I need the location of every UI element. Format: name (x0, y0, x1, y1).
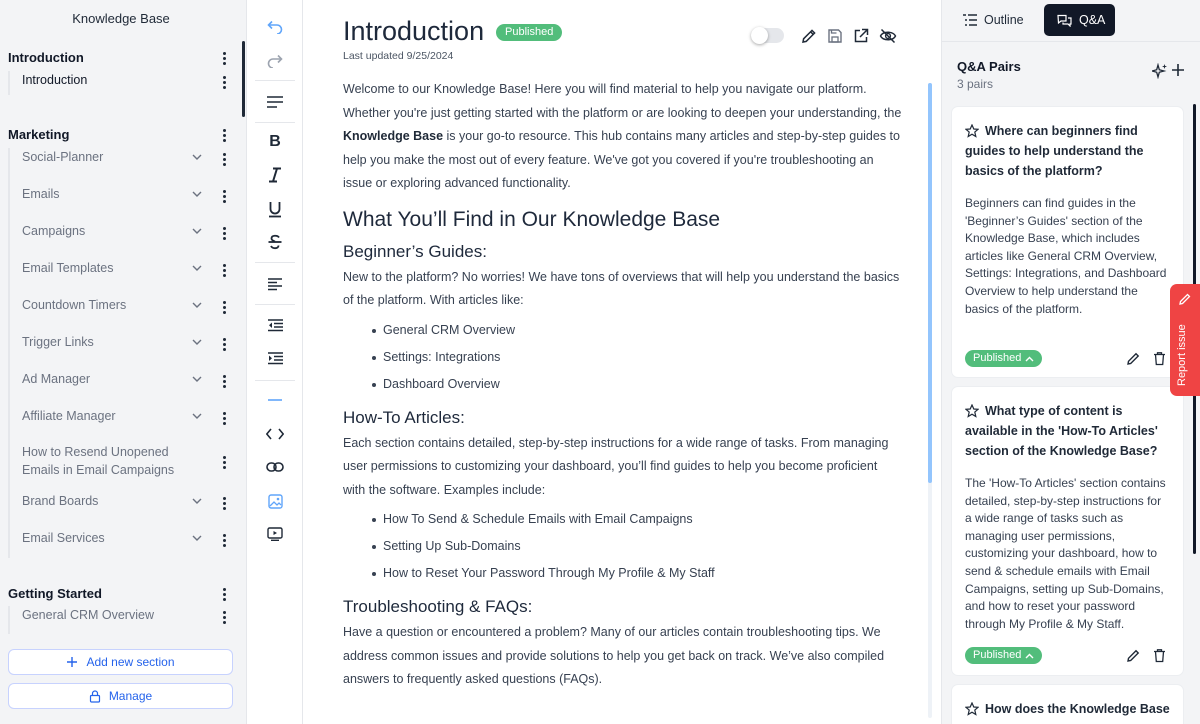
align-left-icon (268, 278, 282, 291)
sidebar-item-label: How to Resend Unopened Emails in Email Campaigns (22, 445, 175, 477)
chevron-up-icon (1025, 356, 1034, 362)
sidebar-item-label: Campaigns (22, 224, 86, 238)
sidebar-item-countdown-timers[interactable] (22, 297, 230, 315)
section-indent-line (8, 606, 10, 634)
more-icon[interactable] (218, 336, 230, 352)
section-heading: What You’ll Find in Our Knowledge Base (343, 207, 721, 231)
sidebar-item-resend-unopened[interactable] (22, 444, 230, 479)
right-panel (941, 0, 1200, 724)
sidebar-title: Knowledge Base (72, 11, 170, 26)
italic-icon (268, 167, 282, 183)
horizontal-rule-button[interactable] (261, 388, 289, 412)
list-item: Setting Up Sub-Domains (343, 533, 903, 560)
code-button[interactable] (261, 422, 289, 446)
sidebar-item-brand-boards[interactable] (22, 493, 230, 511)
report-issue-button[interactable] (1170, 284, 1200, 396)
save-icon[interactable] (826, 27, 844, 45)
tab-outline[interactable] (950, 4, 1040, 36)
sidebar-item-emails[interactable] (22, 186, 230, 204)
more-icon[interactable] (218, 609, 230, 625)
add-section-button[interactable] (8, 649, 233, 675)
redo-button[interactable] (261, 49, 289, 73)
eye-off-icon[interactable] (879, 27, 897, 45)
chevron-down-icon[interactable] (192, 533, 202, 543)
chevron-down-icon[interactable] (192, 496, 202, 506)
outline-icon (963, 14, 977, 26)
sparkle-icon[interactable] (1152, 63, 1168, 79)
outdent-button[interactable] (261, 313, 289, 337)
sidebar-item-social-planner[interactable] (22, 149, 230, 167)
plus-icon[interactable] (1170, 62, 1186, 78)
sidebar-item-label: Social-Planner (22, 150, 104, 164)
manage-button[interactable] (8, 683, 233, 709)
sidebar (0, 0, 247, 724)
more-icon[interactable] (218, 50, 230, 66)
qa-status-badge[interactable] (965, 350, 1042, 367)
trash-icon[interactable] (1152, 351, 1167, 366)
indent-icon (268, 352, 283, 365)
toolbar-divider (255, 380, 295, 381)
sidebar-item-email-services[interactable] (22, 530, 230, 548)
sidebar-item-ad-manager[interactable] (22, 371, 230, 389)
page-title[interactable]: Introduction (343, 16, 485, 46)
strikethrough-icon (268, 234, 282, 250)
edit-pencil-icon[interactable] (800, 27, 818, 45)
more-icon[interactable] (218, 532, 230, 548)
qa-answer: The 'How-To Articles' section contains detailed, step-by-step instructions for a wide range of tasks such as managing user permissions, customizing your dashboard, how to send & schedule emails with Email Campaigns, setting up Sub-Domains, and how to reset your password through My Profile & My Staff. (965, 476, 1166, 631)
sidebar-item-trigger-links[interactable] (22, 334, 230, 352)
manage-label: Manage (108, 689, 153, 703)
qa-card[interactable] (951, 386, 1184, 676)
more-icon[interactable] (218, 495, 230, 511)
toolbar-divider (255, 80, 295, 81)
sidebar-item-label: Trigger Links (22, 335, 94, 349)
qa-count: 3 pairs (957, 77, 994, 91)
trash-icon[interactable] (1152, 648, 1167, 663)
status-badge: Published (496, 24, 562, 41)
horizontal-rule-icon (268, 398, 282, 402)
tab-qa[interactable] (1044, 4, 1115, 36)
plus-icon (66, 656, 78, 668)
body-paragraph: Have a question or encountered a problem? Many of our articles contain troubleshooting tips. We address common issues and provide solutions to help you get back on track. We’ve also compiled answers to frequently asked questions (FAQs). (343, 625, 885, 686)
section-title: Marketing (8, 127, 70, 142)
qa-question: What type of content is available in the 'How-To Articles' section of the Knowledge Base? (965, 404, 1158, 458)
sidebar-item-affiliate-manager[interactable] (22, 408, 230, 426)
body-paragraph: Each section contains detailed, step-by-step instructions for a wide range of tasks. From managing user permissions to customizing your dashboard, you’ll find guides to help you become proficient with the software. Examples include: (343, 435, 889, 497)
image-icon (268, 494, 283, 509)
article-body[interactable] (343, 78, 903, 692)
more-icon[interactable] (218, 188, 230, 204)
undo-icon (266, 20, 284, 34)
section-title: Getting Started (8, 586, 102, 601)
add-section-label: Add new section (86, 655, 175, 669)
link-button[interactable] (261, 455, 289, 479)
intro-text-continued: is your go-to resource. This hub contains many articles and step-by-step guides to help you make the most out of every feature. We've got you covered if you're troubleshooting an issue or exploring advanced functionality. (343, 129, 900, 190)
pencil-icon (1178, 292, 1192, 306)
chevron-down-icon[interactable] (192, 300, 202, 310)
more-icon[interactable] (218, 151, 230, 167)
subheading-beginners-guides: Beginner’s Guides: (343, 241, 487, 261)
bullet-list (343, 317, 903, 398)
bold-button[interactable] (261, 130, 289, 154)
qa-card[interactable] (951, 106, 1184, 378)
undo-button[interactable] (261, 15, 289, 39)
sidebar-item-general-crm-overview[interactable] (22, 607, 230, 625)
toolbar-divider (255, 304, 295, 305)
chevron-down-icon[interactable] (192, 226, 202, 236)
list-item: General CRM Overview (343, 317, 903, 344)
video-button[interactable] (261, 522, 289, 546)
chevron-up-icon (1025, 653, 1034, 659)
sidebar-item-campaigns[interactable] (22, 223, 230, 241)
underline-icon (268, 201, 282, 218)
video-icon (267, 527, 283, 541)
more-icon[interactable] (218, 586, 230, 602)
chat-bubbles-icon (1057, 14, 1072, 27)
sidebar-item-label: Ad Manager (22, 372, 91, 386)
sidebar-item-label: Emails (22, 187, 60, 201)
qa-status-label: Published (973, 352, 1022, 364)
italic-button[interactable] (261, 163, 289, 187)
tab-qa-label: Q&A (1079, 13, 1106, 27)
publish-toggle[interactable] (751, 28, 784, 43)
more-icon[interactable] (218, 225, 230, 241)
section-title: Introduction (8, 50, 84, 65)
more-icon[interactable] (218, 74, 230, 90)
toolbar-divider (255, 262, 295, 263)
edit-pencil-icon[interactable] (1126, 351, 1141, 366)
chevron-down-icon[interactable] (192, 374, 202, 384)
indent-button[interactable] (261, 346, 289, 370)
intro-bold-text: Knowledge Base (343, 129, 444, 143)
sidebar-item-label: Email Services (22, 531, 105, 545)
more-icon[interactable] (218, 127, 230, 143)
qa-card[interactable] (951, 684, 1184, 724)
sidebar-item-email-templates[interactable] (22, 260, 230, 278)
qa-question: Where can beginners find guides to help understand the basics of the platform? (965, 124, 1144, 178)
edit-pencil-icon[interactable] (1126, 648, 1141, 663)
body-paragraph: New to the platform? No worries! We have tons of overviews that will help you understand the basics of the platform. With articles like: (343, 269, 900, 307)
qa-status-badge[interactable] (965, 647, 1042, 664)
sidebar-item-label: Affiliate Manager (22, 409, 116, 423)
link-icon (266, 462, 284, 472)
code-icon (266, 428, 284, 440)
align-left-button[interactable] (261, 272, 289, 296)
chevron-down-icon[interactable] (192, 263, 202, 273)
editor-main (303, 0, 941, 724)
sidebar-item-introduction[interactable] (22, 72, 230, 90)
list-item: Dashboard Overview (343, 371, 903, 398)
more-icon[interactable] (218, 299, 230, 315)
bullet-list (343, 506, 903, 587)
editor-toolbar (247, 0, 303, 724)
sidebar-scrollbar[interactable] (242, 41, 245, 117)
section-header-marketing[interactable] (8, 125, 230, 145)
tab-outline-label: Outline (984, 13, 1024, 27)
more-icon[interactable] (218, 373, 230, 389)
intro-text: Welcome to our Knowledge Base! Here you will find material to help you navigate our platform. Whether you're just getting started with the platform or are looking to deepen your understanding, the (343, 82, 902, 120)
paragraph-button[interactable] (261, 90, 289, 114)
sidebar-item-label: Brand Boards (22, 494, 99, 508)
sidebar-item-label: Countdown Timers (22, 298, 127, 312)
underline-button[interactable] (261, 197, 289, 221)
qa-question: How does the Knowledge Base (985, 702, 1170, 716)
tabs-divider (942, 41, 1200, 42)
more-icon[interactable] (218, 262, 230, 278)
more-icon[interactable] (218, 410, 230, 426)
chevron-down-icon[interactable] (192, 337, 202, 347)
more-icon[interactable] (218, 454, 230, 470)
bold-icon: B (269, 133, 281, 150)
section-indent-line (8, 148, 10, 558)
sidebar-item-label: Introduction (22, 73, 88, 87)
outdent-icon (268, 319, 283, 332)
editor-scrollbar[interactable] (928, 83, 932, 483)
section-header-introduction[interactable] (8, 48, 230, 68)
list-item: How To Send & Schedule Emails with Email Campaigns (343, 506, 903, 533)
qa-panel-title: Q&A Pairs (957, 59, 1021, 74)
paragraph-icon (267, 96, 283, 108)
list-item: Settings: Integrations (343, 344, 903, 371)
sidebar-item-label: Email Templates (22, 261, 114, 275)
redo-icon (266, 54, 284, 68)
lock-icon (89, 690, 101, 703)
chevron-down-icon[interactable] (192, 411, 202, 421)
qa-status-label: Published (973, 649, 1022, 661)
external-link-icon[interactable] (852, 27, 870, 45)
toggle-knob (751, 27, 768, 44)
subheading-how-to-articles: How-To Articles: (343, 407, 465, 427)
list-item: How to Reset Your Password Through My Profile & My Staff (343, 560, 903, 587)
strikethrough-button[interactable] (261, 230, 289, 254)
section-header-getting-started[interactable] (8, 584, 230, 604)
chevron-down-icon[interactable] (192, 189, 202, 199)
last-updated-text: Last updated 9/25/2024 (343, 50, 454, 62)
section-indent-line (8, 71, 10, 95)
intro-paragraph (343, 78, 903, 196)
sidebar-item-label: General CRM Overview (22, 608, 154, 622)
toolbar-divider (255, 122, 295, 123)
image-button[interactable] (261, 489, 289, 513)
report-issue-label: Report issue (1176, 324, 1188, 386)
qa-answer: Beginners can find guides in the 'Beginner’s Guides' section of the Knowledge Base, which includes articles like General CRM Overview, Settings: Integrations, and Dashboard Overview to help understand the basics of the platform. (965, 196, 1167, 316)
chevron-down-icon[interactable] (192, 152, 202, 162)
subheading-troubleshooting: Troubleshooting & FAQs: (343, 597, 533, 616)
